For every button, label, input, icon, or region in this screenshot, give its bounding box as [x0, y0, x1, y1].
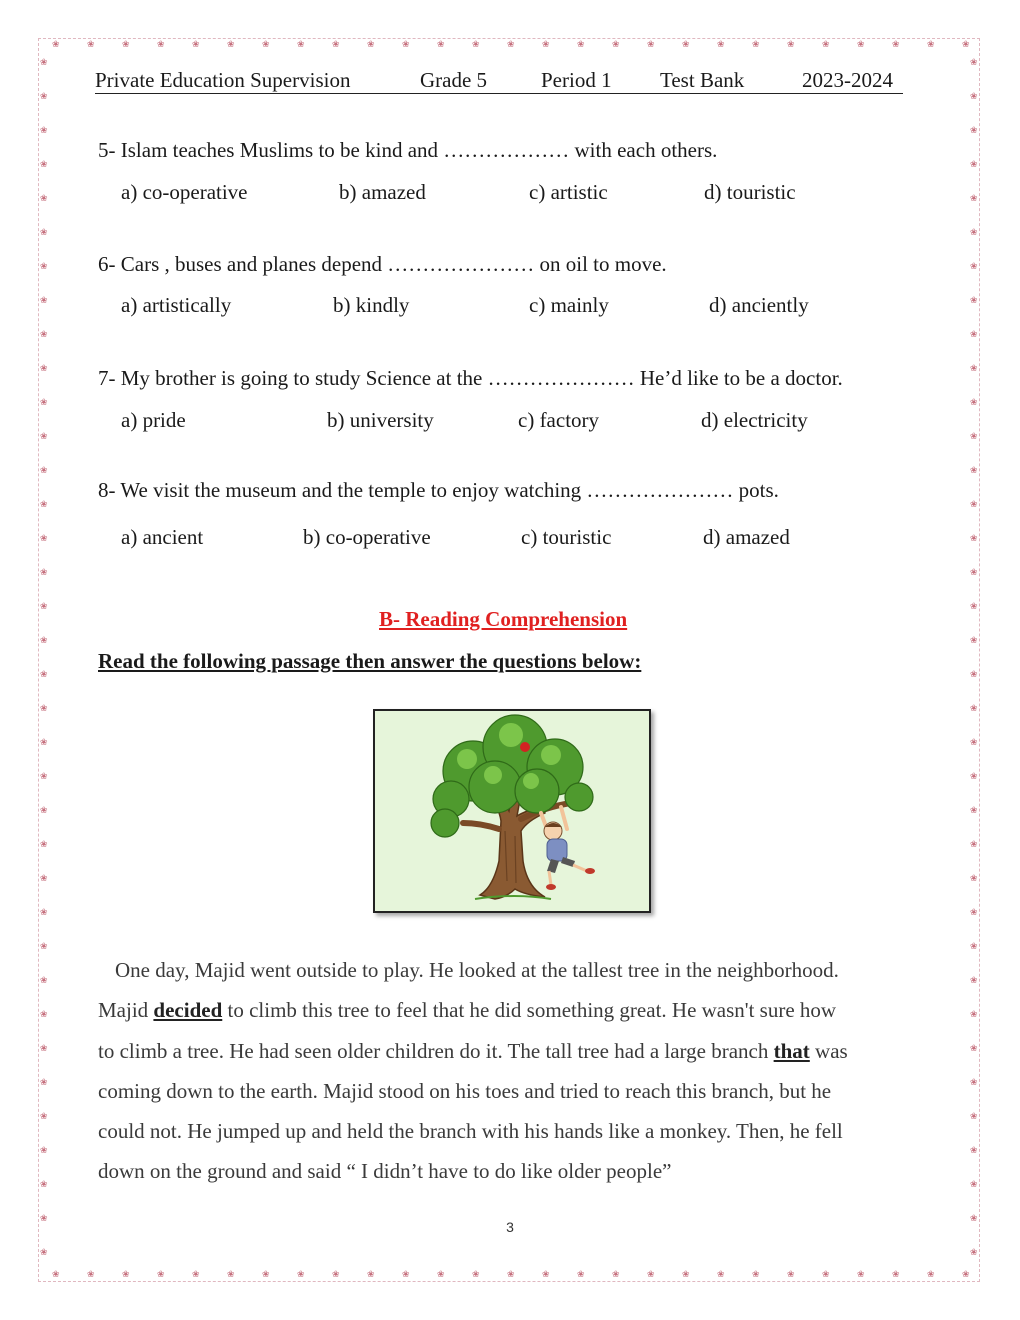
border-flower-icon: ❀ [892, 1269, 900, 1279]
question-6-option-c: c) mainly [529, 293, 609, 317]
border-flower-icon: ❀ [40, 295, 48, 305]
border-flower-icon: ❀ [157, 1269, 165, 1279]
question-6-option-a: a) artistically [121, 293, 232, 317]
border-flower-icon: ❀ [962, 1269, 970, 1279]
question-5-option-c: c) artistic [529, 180, 608, 204]
border-flower-icon: ❀ [40, 1247, 48, 1257]
border-flower-icon: ❀ [52, 39, 60, 49]
border-flower-icon: ❀ [40, 1179, 48, 1189]
header-grade: Grade 5 [420, 68, 488, 92]
border-flower-icon: ❀ [40, 601, 48, 611]
border-flower-icon: ❀ [752, 39, 760, 49]
border-flower-icon: ❀ [612, 39, 620, 49]
border-flower-icon: ❀ [40, 839, 48, 849]
border-flower-icon: ❀ [332, 1269, 340, 1279]
border-flower-icon: ❀ [40, 91, 48, 101]
border-flower-icon: ❀ [332, 39, 340, 49]
border-flower-icon: ❀ [970, 873, 978, 883]
border-flower-icon: ❀ [927, 39, 935, 49]
border-flower-icon: ❀ [40, 1145, 48, 1155]
reading-passage [98, 950, 938, 1192]
border-flower-icon: ❀ [157, 39, 165, 49]
border-flower-icon: ❀ [472, 1269, 480, 1279]
border-flower-icon: ❀ [970, 635, 978, 645]
border-flower-icon: ❀ [970, 771, 978, 781]
tree-illustration-image [375, 711, 649, 911]
border-flower-icon: ❀ [297, 39, 305, 49]
border-flower-icon: ❀ [367, 39, 375, 49]
border-flower-icon: ❀ [962, 39, 970, 49]
border-flower-icon: ❀ [87, 1269, 95, 1279]
underlined-word-decided: decided [153, 998, 223, 1023]
passage-text: was [809, 1038, 848, 1063]
reading-instruction: Read the following passage then answer the questions below: [98, 649, 642, 673]
border-flower-icon: ❀ [577, 1269, 585, 1279]
header-test-bank: Test Bank [660, 68, 745, 92]
border-flower-icon: ❀ [40, 193, 48, 203]
border-flower-icon: ❀ [970, 499, 978, 509]
section-title: B- Reading Comprehension [379, 607, 628, 631]
border-flower-icon: ❀ [40, 1111, 48, 1121]
border-flower-icon: ❀ [40, 227, 48, 237]
border-flower-icon: ❀ [40, 397, 48, 407]
question-6-option-b: b) kindly [333, 293, 410, 317]
border-flower-icon: ❀ [970, 363, 978, 373]
border-flower-icon: ❀ [542, 1269, 550, 1279]
border-flower-icon: ❀ [40, 567, 48, 577]
border-flower-icon: ❀ [577, 39, 585, 49]
border-flower-icon: ❀ [970, 805, 978, 815]
question-7-option-b: b) university [327, 408, 434, 432]
border-flower-icon: ❀ [970, 839, 978, 849]
border-flower-icon: ❀ [970, 703, 978, 713]
border-flower-icon: ❀ [262, 39, 270, 49]
page-header [95, 68, 903, 94]
border-flower-icon: ❀ [507, 1269, 515, 1279]
border-flower-icon: ❀ [970, 431, 978, 441]
border-flower-icon: ❀ [970, 1213, 978, 1223]
border-flower-icon: ❀ [122, 1269, 130, 1279]
border-flower-icon: ❀ [970, 1009, 978, 1019]
border-flower-icon: ❀ [970, 1247, 978, 1257]
border-flower-icon: ❀ [927, 1269, 935, 1279]
border-flower-icon: ❀ [970, 1043, 978, 1053]
border-flower-icon: ❀ [970, 125, 978, 135]
border-flower-icon: ❀ [40, 975, 48, 985]
border-flower-icon: ❀ [717, 39, 725, 49]
header-period: Period 1 [541, 68, 612, 92]
border-flower-icon: ❀ [437, 39, 445, 49]
passage-text: to climb a tree. He had seen older children do it. The tall tree had a large branch [98, 1038, 774, 1063]
question-8-option-a: a) ancient [121, 525, 204, 549]
passage-line-3 [98, 1031, 938, 1071]
border-flower-icon: ❀ [970, 295, 978, 305]
question-8-option-d: d) amazed [703, 525, 790, 549]
question-8-option-c: c) touristic [521, 525, 612, 549]
border-flower-icon: ❀ [970, 329, 978, 339]
header-year: 2023-2024 [802, 68, 893, 92]
border-flower-icon: ❀ [40, 57, 48, 67]
border-flower-icon: ❀ [40, 125, 48, 135]
border-flower-icon: ❀ [40, 669, 48, 679]
border-flower-icon: ❀ [970, 601, 978, 611]
border-flower-icon: ❀ [970, 465, 978, 475]
border-flower-icon: ❀ [970, 1179, 978, 1189]
passage-text: to climb this tree to feel that he did something great. He wasn't sure how [222, 998, 837, 1023]
header-org: Private Education Supervision [95, 68, 351, 92]
border-flower-icon: ❀ [787, 1269, 795, 1279]
border-flower-icon: ❀ [40, 329, 48, 339]
border-flower-icon: ❀ [40, 159, 48, 169]
border-flower-icon: ❀ [40, 1043, 48, 1053]
border-flower-icon: ❀ [970, 1111, 978, 1121]
question-7-stem: 7- My brother is going to study Science at the ………………… He’d like to be a doctor. [98, 366, 843, 390]
border-flower-icon: ❀ [227, 39, 235, 49]
border-flower-icon: ❀ [40, 635, 48, 645]
question-8-option-b: b) co-operative [303, 525, 431, 549]
question-8-stem: 8- We visit the museum and the temple to enjoy watching ………………… pots. [98, 478, 779, 502]
border-flower-icon: ❀ [970, 737, 978, 747]
border-flower-icon: ❀ [822, 39, 830, 49]
border-flower-icon: ❀ [87, 39, 95, 49]
border-flower-icon: ❀ [970, 1145, 978, 1155]
border-flower-icon: ❀ [40, 465, 48, 475]
border-flower-icon: ❀ [787, 39, 795, 49]
question-5-stem: 5- Islam teaches Muslims to be kind and ……………… with each others. [98, 138, 718, 162]
border-flower-icon: ❀ [52, 1269, 60, 1279]
question-6-stem: 6- Cars , buses and planes depend ………………… on oil to move. [98, 252, 667, 276]
border-flower-icon: ❀ [970, 261, 978, 271]
page-number: 3 [506, 1219, 514, 1235]
border-flower-icon: ❀ [542, 39, 550, 49]
border-flower-icon: ❀ [752, 1269, 760, 1279]
border-flower-icon: ❀ [40, 431, 48, 441]
border-flower-icon: ❀ [970, 91, 978, 101]
border-flower-icon: ❀ [857, 39, 865, 49]
border-flower-icon: ❀ [970, 193, 978, 203]
border-flower-icon: ❀ [857, 1269, 865, 1279]
border-flower-icon: ❀ [402, 39, 410, 49]
border-flower-icon: ❀ [262, 1269, 270, 1279]
passage-line-1: One day, Majid went outside to play. He looked at the tallest tree in the neighborhood. [115, 958, 839, 982]
border-flower-icon: ❀ [970, 941, 978, 951]
border-flower-icon: ❀ [402, 1269, 410, 1279]
border-flower-icon: ❀ [970, 907, 978, 917]
border-flower-icon: ❀ [40, 1077, 48, 1087]
border-flower-icon: ❀ [40, 771, 48, 781]
border-flower-icon: ❀ [970, 533, 978, 543]
border-flower-icon: ❀ [437, 1269, 445, 1279]
question-7-option-c: c) factory [518, 408, 600, 432]
border-flower-icon: ❀ [507, 39, 515, 49]
passage-line-5: could not. He jumped up and held the branch with his hands like a monkey. Then, he fell [98, 1119, 843, 1144]
border-flower-icon: ❀ [40, 805, 48, 815]
passage-line-6: down on the ground and said “ I didn’t have to do like older people” [98, 1159, 672, 1184]
border-flower-icon: ❀ [970, 567, 978, 577]
border-flower-icon: ❀ [612, 1269, 620, 1279]
passage-text: Majid [98, 998, 154, 1023]
border-flower-icon: ❀ [297, 1269, 305, 1279]
border-flower-icon: ❀ [647, 1269, 655, 1279]
passage-line-2 [98, 990, 938, 1030]
border-flower-icon: ❀ [40, 907, 48, 917]
border-flower-icon: ❀ [970, 669, 978, 679]
question-7-option-a: a) pride [121, 408, 186, 432]
underlined-word-that: that [773, 1038, 810, 1063]
tree-boy-illustration [373, 709, 651, 913]
border-flower-icon: ❀ [40, 737, 48, 747]
border-flower-icon: ❀ [192, 1269, 200, 1279]
question-5-option-a: a) co-operative [121, 180, 248, 204]
border-flower-icon: ❀ [682, 1269, 690, 1279]
border-flower-icon: ❀ [40, 941, 48, 951]
question-5-option-d: d) touristic [704, 180, 796, 204]
border-flower-icon: ❀ [40, 363, 48, 373]
border-flower-icon: ❀ [40, 533, 48, 543]
border-flower-icon: ❀ [40, 499, 48, 509]
border-flower-icon: ❀ [970, 397, 978, 407]
border-flower-icon: ❀ [647, 39, 655, 49]
border-flower-icon: ❀ [40, 873, 48, 883]
border-flower-icon: ❀ [970, 159, 978, 169]
border-flower-icon: ❀ [192, 39, 200, 49]
border-flower-icon: ❀ [682, 39, 690, 49]
border-flower-icon: ❀ [472, 39, 480, 49]
border-flower-icon: ❀ [40, 1213, 48, 1223]
question-5-option-b: b) amazed [339, 180, 426, 204]
border-flower-icon: ❀ [822, 1269, 830, 1279]
border-flower-icon: ❀ [122, 39, 130, 49]
question-6-option-d: d) anciently [709, 293, 809, 317]
border-flower-icon: ❀ [970, 57, 978, 67]
border-flower-icon: ❀ [40, 1009, 48, 1019]
border-flower-icon: ❀ [717, 1269, 725, 1279]
border-flower-icon: ❀ [367, 1269, 375, 1279]
border-flower-icon: ❀ [892, 39, 900, 49]
border-flower-icon: ❀ [40, 261, 48, 271]
passage-line-4: coming down to the earth. Majid stood on his toes and tried to reach this branch, but he [98, 1078, 832, 1103]
border-flower-icon: ❀ [227, 1269, 235, 1279]
border-flower-icon: ❀ [40, 703, 48, 713]
question-7-option-d: d) electricity [701, 408, 808, 432]
border-flower-icon: ❀ [970, 975, 978, 985]
border-flower-icon: ❀ [970, 1077, 978, 1087]
border-flower-icon: ❀ [970, 227, 978, 237]
